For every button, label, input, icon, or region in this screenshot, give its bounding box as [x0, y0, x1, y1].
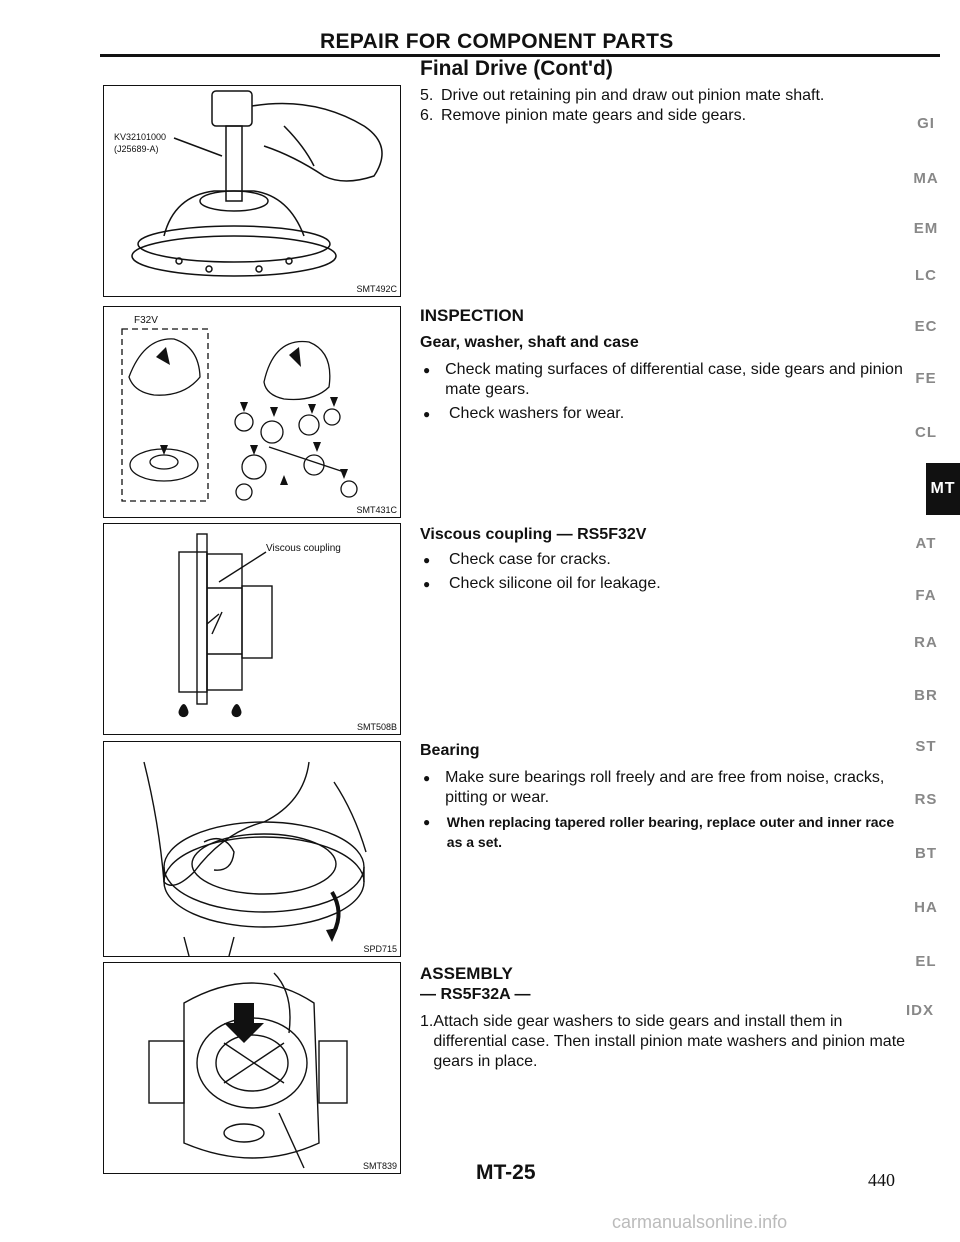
- side-tab-fe[interactable]: FE: [915, 370, 937, 387]
- bullet-item: [420, 550, 910, 570]
- bullet-item: [420, 812, 910, 852]
- step-number: 6.: [420, 107, 434, 124]
- figure-code: SPD715: [363, 944, 397, 954]
- bullet-dot: ●: [423, 553, 431, 567]
- side-tab-fa[interactable]: FA: [915, 587, 937, 604]
- figure-label: KV32101000: [114, 132, 167, 142]
- side-tab-at[interactable]: AT: [915, 535, 937, 552]
- page-number: 440: [868, 1170, 895, 1190]
- bullet-item: [420, 768, 910, 808]
- side-tab-gi[interactable]: GI: [917, 115, 935, 132]
- side-tab-el[interactable]: EL: [915, 953, 937, 970]
- bullet-text: Check mating surfaces of differential case, side gears and pinion mate gears.: [445, 361, 903, 398]
- hammer-pin-illustration: [104, 86, 400, 296]
- bearing-check-illustration: [104, 742, 400, 956]
- assembly-subheading: — RS5F32A —: [420, 986, 531, 1003]
- gear-parts-illustration: [104, 307, 400, 517]
- step-text: Remove pinion mate gears and side gears.: [441, 107, 747, 124]
- bearing-heading: Bearing: [420, 742, 480, 759]
- viscous-heading: Viscous coupling — RS5F32V: [420, 526, 647, 543]
- bullet-item: [420, 574, 910, 594]
- figure-viscous-coupling: [103, 523, 401, 735]
- step-number: 5.: [420, 87, 434, 104]
- bullet-item: [420, 360, 910, 400]
- header-title: REPAIR FOR COMPONENT PARTS: [320, 30, 674, 53]
- figure-hammer-pin: [103, 85, 401, 297]
- bullet-dot: ●: [423, 407, 431, 421]
- side-tab-bt[interactable]: BT: [915, 845, 937, 862]
- figure-label: (J25689-A): [114, 144, 159, 154]
- gear-heading: Gear, washer, shaft and case: [420, 334, 639, 351]
- steps-top: [420, 86, 900, 126]
- side-tab-ra[interactable]: RA: [914, 634, 938, 651]
- bullet-item: [420, 404, 910, 424]
- side-tab-lc[interactable]: LC: [915, 267, 937, 284]
- side-tab-st[interactable]: ST: [915, 738, 937, 755]
- assembly-illustration: [104, 963, 400, 1173]
- side-tab-br[interactable]: BR: [914, 687, 938, 704]
- bullet-dot: ●: [423, 577, 431, 591]
- bullet-dot: ●: [423, 363, 431, 377]
- watermark: carmanualsonline.info: [612, 1212, 788, 1232]
- side-tab-idx[interactable]: IDX: [905, 1002, 934, 1019]
- step-text: Attach side gear washers to side gears and install them in differential case. Then install pinion mate washers and pinion mate gears in place.: [433, 1013, 906, 1070]
- figure-gear-parts: [103, 306, 401, 518]
- bullet-text: Check case for cracks.: [449, 551, 611, 568]
- side-tab-ma[interactable]: MA: [913, 170, 939, 187]
- assembly-section: [420, 964, 910, 1072]
- figure-code: SMT431C: [356, 505, 397, 515]
- assembly-heading: ASSEMBLY: [420, 964, 513, 983]
- bullet-text: When replacing tapered roller bearing, replace outer and inner race as a set.: [446, 814, 895, 850]
- bullet-text: Make sure bearings roll freely and are free from noise, cracks, pitting or wear.: [445, 769, 885, 806]
- step-item: [420, 1012, 910, 1072]
- figure-label: Viscous coupling: [266, 543, 341, 554]
- figure-code: SMT508B: [356, 722, 397, 732]
- figure-code: SMT839: [362, 1161, 397, 1171]
- step-text: Drive out retaining pin and draw out pinion mate shaft.: [441, 87, 825, 104]
- step-item: [420, 106, 900, 126]
- bearing-section: [420, 742, 910, 852]
- side-tab-ec[interactable]: EC: [914, 318, 938, 335]
- side-tab-ha[interactable]: HA: [914, 899, 938, 916]
- side-tab-em[interactable]: EM: [913, 220, 939, 237]
- bullet-text: Check silicone oil for leakage.: [449, 575, 661, 592]
- viscous-coupling-illustration: [104, 524, 400, 734]
- figure-bearing-check: [103, 741, 401, 957]
- viscous-section: [420, 526, 910, 594]
- side-tab-rs[interactable]: RS: [914, 791, 938, 808]
- side-tab-cl[interactable]: CL: [915, 424, 937, 441]
- figure-label: F32V: [134, 315, 158, 326]
- bullet-text: Check washers for wear.: [449, 405, 625, 422]
- section-title: Final Drive (Cont'd): [420, 57, 613, 80]
- figure-assembly: [103, 962, 401, 1174]
- bullet-dot: ●: [423, 815, 431, 829]
- side-tab-mt[interactable]: MT: [926, 463, 960, 515]
- page-code: MT-25: [476, 1161, 536, 1184]
- inspection-heading: INSPECTION: [420, 306, 524, 325]
- bullet-dot: ●: [423, 771, 431, 785]
- figure-code: SMT492C: [356, 284, 397, 294]
- step-number: 1.: [420, 1013, 434, 1030]
- gear-section: [420, 334, 910, 424]
- step-item: [420, 86, 900, 106]
